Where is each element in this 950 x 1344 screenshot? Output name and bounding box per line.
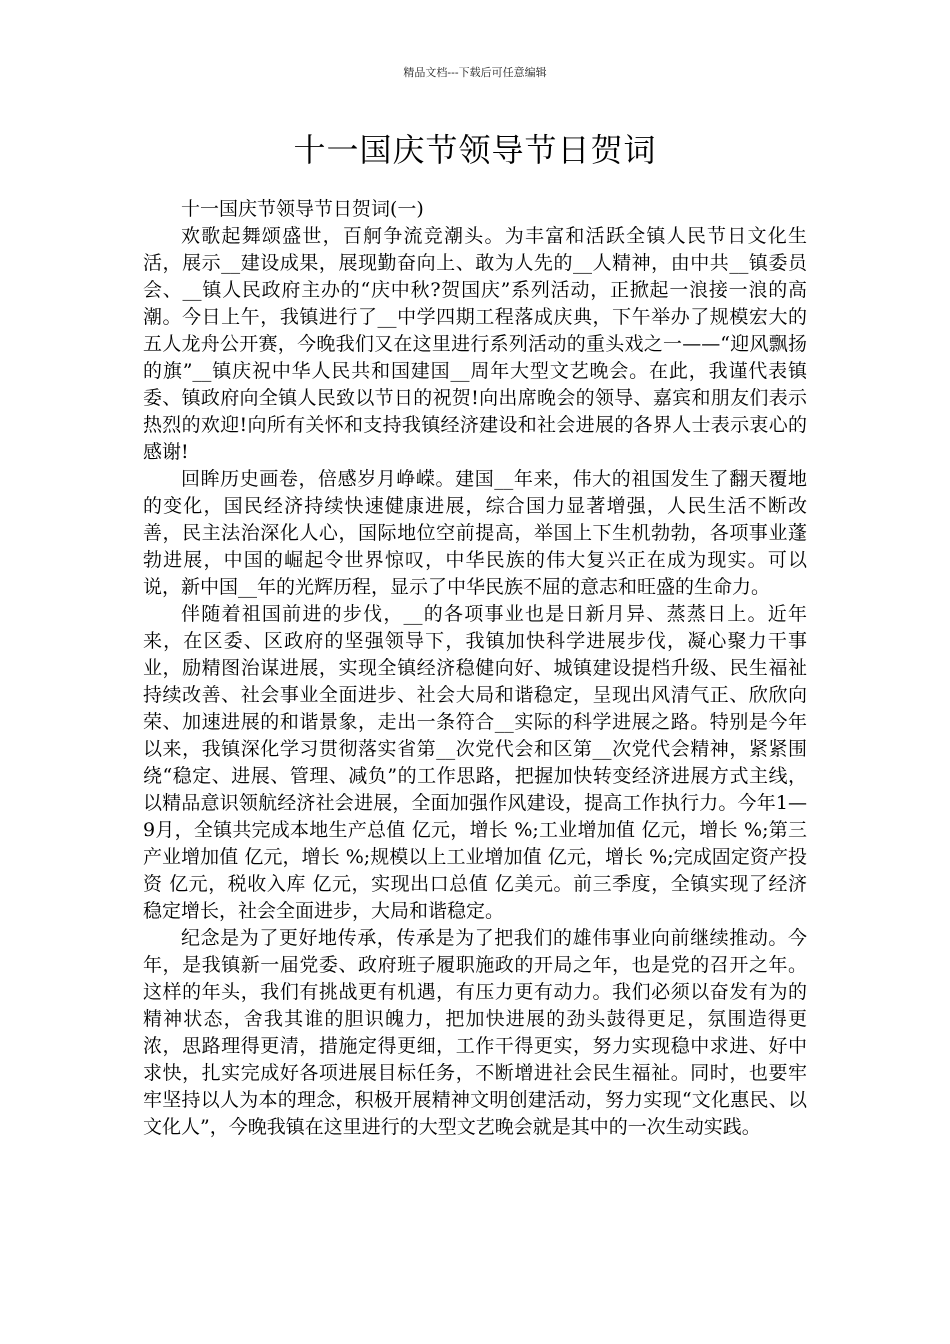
- header-note: 精品文档---下载后可任意编辑: [403, 66, 547, 79]
- paragraph: 回眸历史画卷，倍感岁月峥嵘。建国__年来，伟大的祖国发生了翻天覆地的变化，国民经济持续快速健康进展，综合国力显著增强，人民生活不断改善，民主法治深化人心，国际地位空前提高，举国上下生机勃勃，各项事业蓬勃进展，中国的崛起令世界惊叹，中华民族的伟大复兴正在成为现实。可以说，新中国__年的光辉历程，显示了中华民族不屈的意志和旺盛的生命力。: [143, 468, 807, 598]
- paragraph: 欢歌起舞颂盛世，百舸争流竞潮头。为丰富和活跃全镇人民节日文化生活，展示__建设成果，展现勤奋向上、敢为人先的__人精神，由中共__镇委员会、__镇人民政府主办的“庆中秋?贺国庆”系列活动，正掀起一浪接一浪的高潮。今日上午，我镇进行了__中学四期工程落成庆典，下午举办了规模宏大的五人龙舟公开赛，今晚我们又在这里进行系列活动的重头戏之一——“迎风飘扬的旗”__镇庆祝中华人民共和国建国__周年大型文艺晚会。在此，我谨代表镇委、镇政府向全镇人民致以节日的祝贺!向出席晚会的领导、嘉宾和朋友们表示热烈的欢迎!向所有关怀和支持我镇经济建设和社会进展的各界人士表示衷心的感谢!: [143, 225, 807, 463]
- document-title: 十一国庆节领导节日贺词: [293, 131, 657, 169]
- paragraph: 伴随着祖国前进的步伐，__的各项事业也是日新月异、蒸蒸日上。近年来，在区委、区政府的坚强领导下，我镇加快科学进展步伐，凝心聚力干事业，励精图治谋进展，实现全镇经济稳健向好、城镇建设提档升级、民生福祉持续改善、社会事业全面进步、社会大局和谐稳定，呈现出风清气正、欣欣向荣、加速进展的和谐景象，走出一条符合__实际的科学进展之路。特别是今年以来，我镇深化学习贯彻落实省第__次党代会和区第__次党代会精神，紧紧围绕“稳定、进展、管理、减负”的工作思路，把握加快转变经济进展方式主线，以精品意识领航经济社会进展，全面加强作风建设，提高工作执行力。今年1—9月，全镇共完成本地生产总值 亿元，增长 %;工业增加值 亿元，增长 %;第三产业增加值 亿元，增长 %;规模以上工业增加值 亿元，增长 %;完成固定资产投资 亿元，税收入库 亿元，实现出口总值 亿美元。前三季度，全镇实现了经济稳定增长，社会全面进步，大局和谐稳定。: [143, 603, 807, 922]
- paragraph-subtitle: 十一国庆节领导节日贺词(一): [181, 198, 424, 220]
- paragraph: 纪念是为了更好地传承，传承是为了把我们的雄伟事业向前继续推动。今年，是我镇新一届党委、政府班子履职施政的开局之年，也是党的召开之年。这样的年头，我们有挑战更有机遇，有压力更有动力。我们必须以奋发有为的精神状态，舍我其谁的胆识魄力，把加快进展的劲头鼓得更足，氛围造得更浓，思路理得更清，措施定得更细，工作干得更实，努力实现稳中求进、好中求快，扎实完成好各项进展目标任务，不断增进社会民生福祉。同时，也要牢牢坚持以人为本的理念，积极开展精神文明创建活动，努力实现“文化惠民、以文化人”，今晚我镇在这里进行的大型文艺晚会就是其中的一次生动实践。: [143, 927, 807, 1138]
- document-body: [143, 196, 807, 1141]
